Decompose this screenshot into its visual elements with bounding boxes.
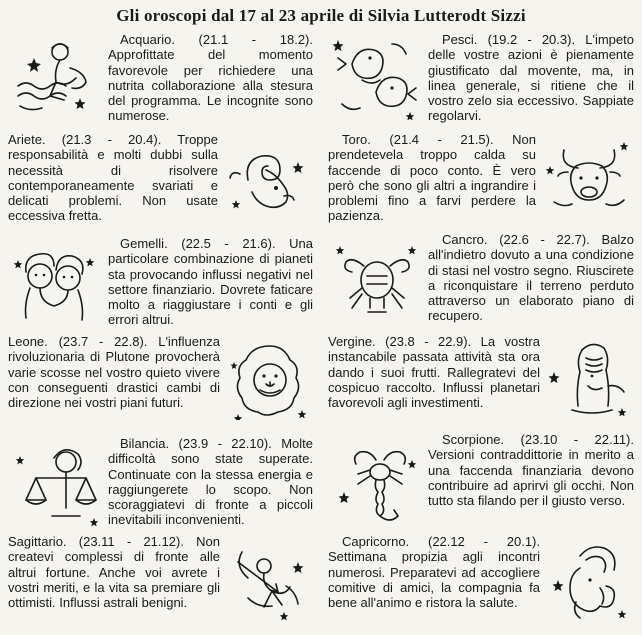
sign-dates: (23.8 - 22.9). xyxy=(385,334,472,349)
sign-forecast: L'impeto delle vostre azioni è pienamente giustificato dal movente, ma, in linea generale, si ritiene che il vostro zelo sia eccessivo. Sappiate regolarvi. xyxy=(428,32,634,124)
sign-name: Toro. xyxy=(342,132,371,147)
sign-dates: (22.12 - 20.1). xyxy=(428,534,540,549)
sagittarius-icon xyxy=(228,542,312,628)
pisces-icon xyxy=(332,34,418,122)
sign-entry-pesci xyxy=(328,32,634,130)
sign-entry-vergine xyxy=(328,334,634,438)
right-column xyxy=(328,32,634,632)
sign-name: Gemelli. xyxy=(120,236,168,251)
sign-entry-scorpione xyxy=(328,432,634,536)
cancer-icon xyxy=(334,236,420,320)
sign-dates: (22.6 - 22.7). xyxy=(499,232,590,247)
sign-entry-ariete xyxy=(8,132,313,240)
sign-dates: (23.9 - 22.10). xyxy=(178,436,272,451)
sign-forecast: Molte difficoltà sono state superate. Continuate con la stessa energia e raggiungerete lo scopo. Non scoraggiatevi di fronte a piccoli inevitabili inconvenienti. xyxy=(108,436,313,528)
sign-text-leone xyxy=(8,334,220,410)
sign-forecast: Settimana propizia agli incontri numerosi. Preparatevi ad accogliere comitive di amici, la compagnia fa bene all'animo e ristora la salute. xyxy=(328,549,540,611)
sign-name: Sagittario. xyxy=(8,534,67,549)
sign-text-capricorno xyxy=(328,534,540,610)
aquarius-icon xyxy=(10,38,94,118)
sign-name: Bilancia. xyxy=(120,436,170,451)
sign-text-bilancia xyxy=(108,436,313,528)
gemini-icon xyxy=(12,246,98,326)
sign-forecast: Balzo all'indietro dovuto a una condizione di stasi nel vostro segno. Riuscirete a riconquistare il terreno perduto attraverso un elaborato piano di recupero. xyxy=(428,232,634,324)
leo-icon xyxy=(230,338,310,420)
sign-entry-toro xyxy=(328,132,634,234)
sign-dates: (23.10 - 22.11). xyxy=(520,432,634,447)
sign-forecast: L'influenza rivoluzionaria di Plutone provocherà varie scosse nel vostro quieto vivere con conseguenti drastici cambi di direzione nei vostri piani futuri. xyxy=(8,334,220,411)
sign-dates: (21.3 - 20.4). xyxy=(61,132,162,147)
sign-name: Capricorno. xyxy=(342,534,410,549)
sign-forecast: Una particolare combinazione di pianeti sta provocando influssi negativi nel settore finanziario. Dovrete faticare molto a riaggiustare i conti e gli errori altrui. xyxy=(108,236,313,328)
sign-text-ariete xyxy=(8,132,218,224)
sign-forecast: Approfittate del momento favorevole per richiedere una nutrita collaborazione alla stesura del programma. Le incognite sono numerose. xyxy=(108,47,313,124)
libra-icon xyxy=(12,444,102,530)
sign-name: Acquario. xyxy=(120,32,175,47)
taurus-icon xyxy=(546,136,632,218)
sign-name: Leone. xyxy=(8,334,48,349)
sign-forecast: Troppe responsabilità e molti dubbi sulla necessità di risolvere contemporaneamente svariati e delicati problemi. Non usate eccessiva fretta. xyxy=(8,132,218,224)
sign-forecast: Non prendetevela troppo calda su faccende di poco conto. È vero però che sono gli altri a ingrandire i problemi fino a farvi perdere la pazienza. xyxy=(328,132,536,224)
sign-text-gemelli xyxy=(108,236,313,328)
sign-text-cancro xyxy=(428,232,634,324)
sign-entry-sagittario xyxy=(8,534,313,632)
sign-name: Cancro. xyxy=(442,232,488,247)
sign-dates: (21.1 - 18.2). xyxy=(198,32,313,47)
sign-dates: (22.5 - 21.6). xyxy=(181,236,276,251)
capricorn-icon xyxy=(550,540,632,626)
sign-entry-cancro xyxy=(328,232,634,338)
sign-text-acquario xyxy=(108,32,313,124)
sign-entry-bilancia xyxy=(8,436,313,536)
scorpio-icon xyxy=(336,440,422,528)
sign-name: Ariete. xyxy=(8,132,46,147)
sign-text-toro xyxy=(328,132,536,224)
sign-text-vergine xyxy=(328,334,540,410)
page-title: Gli oroscopi dal 17 al 23 aprile di Silvia Lutterodt Sizzi xyxy=(116,6,526,25)
sign-entry-leone xyxy=(8,334,313,442)
left-column xyxy=(8,32,313,632)
aries-icon xyxy=(226,140,310,218)
sign-dates: (21.4 - 21.5). xyxy=(389,132,494,147)
sign-text-pesci xyxy=(428,32,634,124)
sign-entry-gemelli xyxy=(8,236,313,346)
sign-text-scorpione xyxy=(428,432,634,508)
sign-name: Vergine. xyxy=(328,334,376,349)
sign-entry-acquario xyxy=(8,32,313,128)
sign-name: Scorpione. xyxy=(442,432,505,447)
sign-forecast: La vostra instancabile passata attività sta ora dando i suoi frutti. Rallegratevi del cospicuo raccolto. Influssi planetari favorevoli agli investimenti. xyxy=(328,334,540,411)
sign-forecast: Non createvi complessi di fronte alle altrui fortune. Anche voi avrete i vostri meriti, e la vita sa premiare gli ottimisti. Influssi astrali benigni. xyxy=(8,534,220,611)
sign-entry-capricorno xyxy=(328,534,634,632)
sign-dates: (23.11 - 21.12). xyxy=(78,534,184,549)
sign-forecast: Versioni contraddittorie in merito a una faccenda finanziaria devono contribuire ad aprirvi gli occhi. Non tutto sta filando per il giusto verso. xyxy=(428,447,634,509)
sign-dates: (19.2 - 20.3). xyxy=(487,32,576,47)
sign-dates: (23.7 - 22.8). xyxy=(58,334,148,349)
virgo-icon xyxy=(548,336,632,420)
sign-text-sagittario xyxy=(8,534,220,610)
sign-name: Pesci. xyxy=(442,32,478,47)
